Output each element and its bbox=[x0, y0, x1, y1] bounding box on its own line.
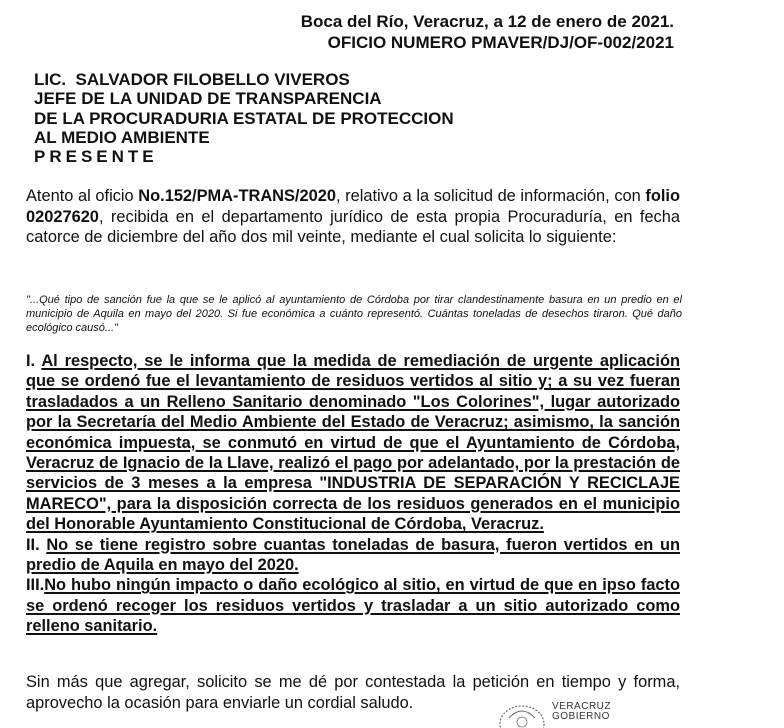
response-text: No hubo ningún impacto o daño ecológico al sitio, en virtud de que en ipso facto se ordenó recoger los residuos vertidos y trasladar a un sitio autorizado como relleno sanitario. bbox=[26, 576, 680, 636]
response-number: II. bbox=[26, 535, 47, 554]
responses-block bbox=[26, 351, 680, 637]
recipient-office: DE LA PROCURADURIA ESTATAL DE PROTECCION bbox=[34, 108, 454, 128]
recipient-office-2: AL MEDIO AMBIENTE bbox=[34, 127, 210, 147]
oficio-reference: No.152/PMA-TRANS/2020 bbox=[138, 187, 336, 205]
closing-paragraph: Sin más que agregar, solicito se me dé por contestada la petición en tiempo y forma, aprovecho la ocasión para enviarle un cordial saludo. bbox=[26, 673, 680, 712]
intro-text-1: Atento al oficio bbox=[26, 187, 139, 205]
response-item bbox=[26, 535, 680, 576]
seal-line-1: VERACRUZ bbox=[552, 701, 612, 712]
response-item bbox=[26, 575, 680, 636]
oficio-number: OFICIO NUMERO PMAVER/DJ/OF-002/2021 bbox=[327, 33, 674, 52]
response-text: No se tiene registro sobre cuantas toneladas de basura, fueron vertidos en un predio de Aquila en mayo del 2020. bbox=[26, 535, 680, 575]
intro-paragraph bbox=[26, 186, 680, 248]
response-text: Al respecto, se le informa que la medida de remediación de urgente aplicación que se ordenó fue el levantamiento de residuos vertidos al sitio y; a su vez fueran trasladados a un Relleno Sanitario denominado "Los Colorines", lugar autorizado por la Secretaría del Medio Ambiente del Estado de Veracruz; asimismo, la sanción económica impuesta, se conmutó en virtud de que el Ayuntamiento de Córdoba, Veracruz de Ignacio de la Llave, realizó el pago por adelantado, por la prestación de servicios de 3 meses a la empresa "INDUSTRIA DE SEPARACIÓN Y RECICLAJE MARECO", para la disposición correcta de los residuos generados en el municipio del Honorable Ayuntamiento Constitucional de Córdoba, Veracruz. bbox=[26, 352, 680, 534]
folio-number: folio 02027620 bbox=[26, 187, 680, 226]
response-number: I. bbox=[26, 352, 42, 370]
government-seal-icon bbox=[497, 698, 547, 728]
intro-text-3: , recibida en el departamento jurídico de esta propia Procuraduría, en fecha catorce de diciembre del año dos mil veinte, mediante el cual solicita lo siguiente: bbox=[26, 207, 680, 246]
recipient-name: LIC. SALVADOR FILOBELLO VIVEROS bbox=[34, 70, 350, 89]
request-quote: "...Qué tipo de sanción fue la que se le aplicó al ayuntamiento de Córdoba por tirar clandestinamente basura en un predio en el municipio de Aquila en mayo del 2020. Si fue económica a cuánto representó. Cuántas toneladas de desechos tiraron. Qué daño ecológico causó..." bbox=[26, 294, 682, 334]
seal-line-2: GOBIERNO bbox=[552, 711, 610, 722]
recipient-title: JEFE DE LA UNIDAD DE TRANSPARENCIA bbox=[34, 89, 382, 109]
recipient-block bbox=[34, 70, 454, 166]
presente: PRESENTE bbox=[34, 147, 158, 167]
seal-text bbox=[552, 702, 611, 722]
response-number: III. bbox=[26, 576, 45, 595]
response-item bbox=[26, 351, 680, 535]
intro-text-2: , relativo a la solicitud de información, con bbox=[335, 187, 646, 205]
place-date: Boca del Río, Veracruz, a 12 de enero de 2021. bbox=[300, 12, 674, 31]
